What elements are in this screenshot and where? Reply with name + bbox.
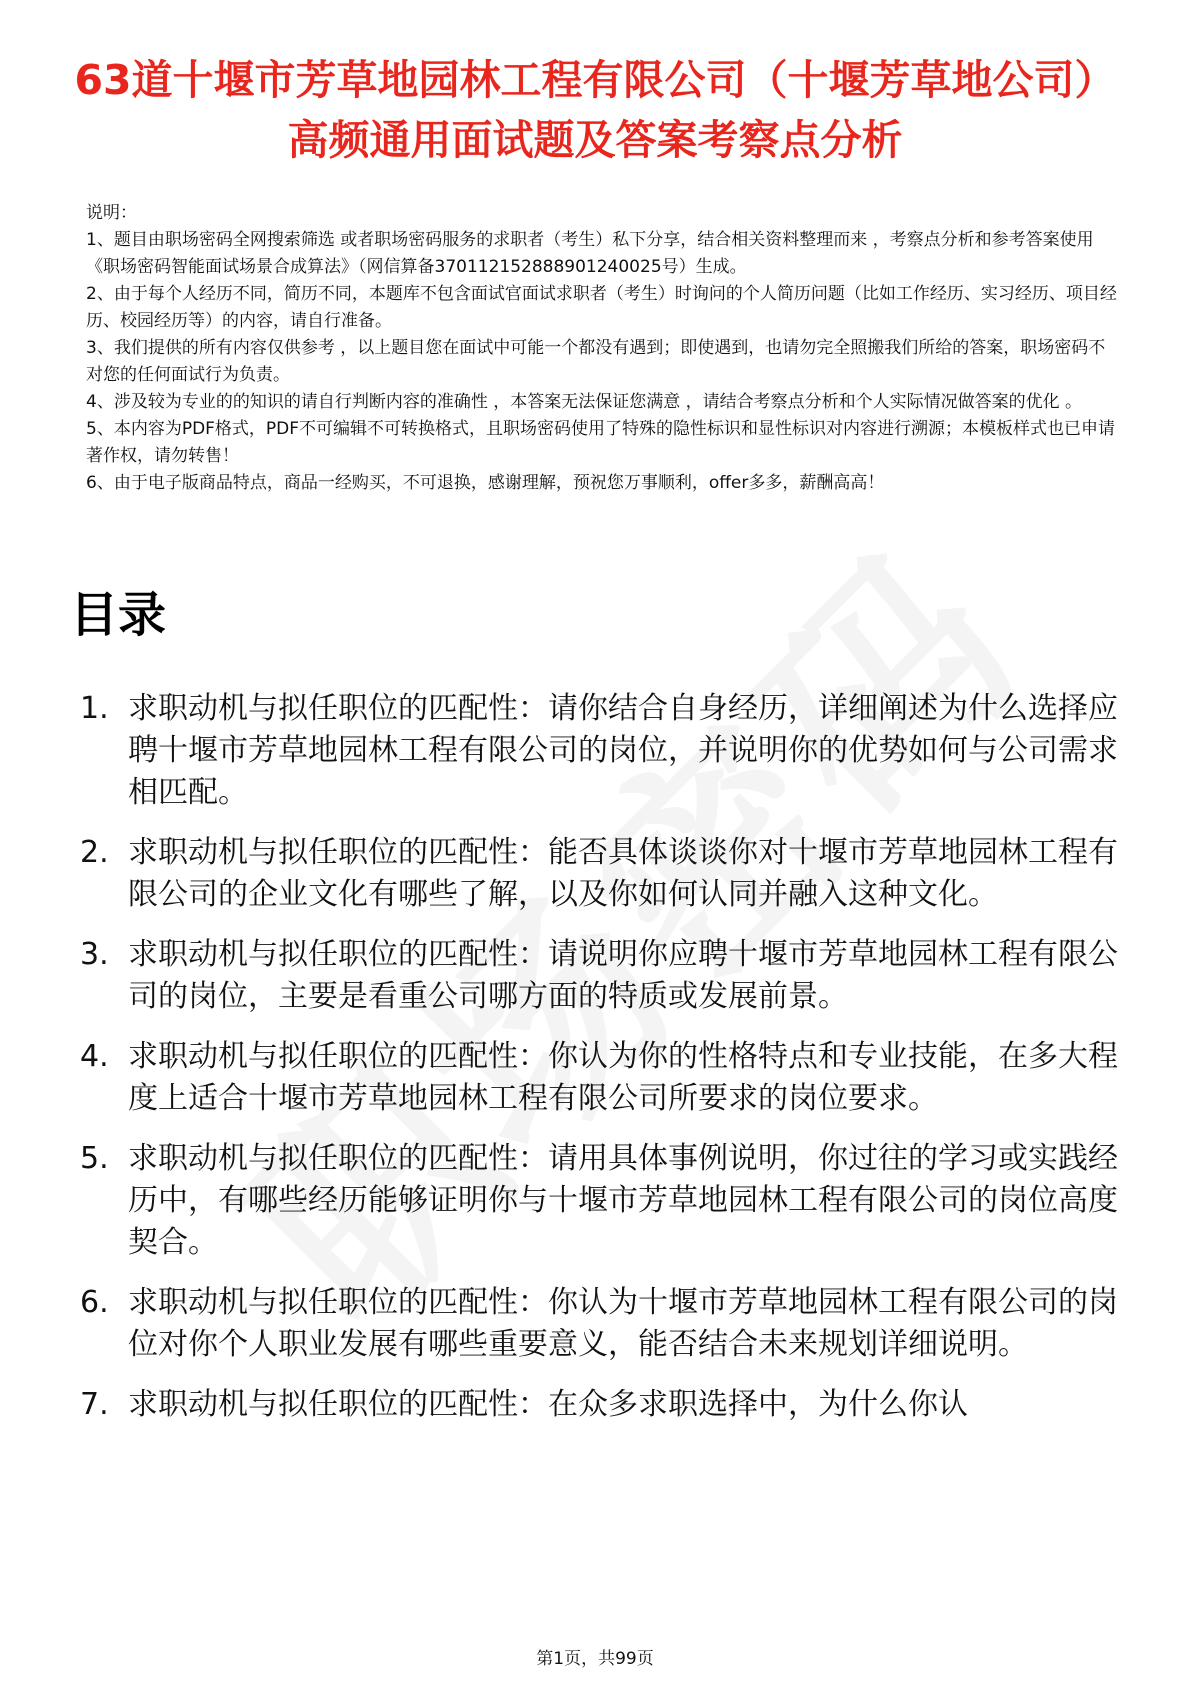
toc-item[interactable] bbox=[70, 1384, 1120, 1426]
toc-item-number: 6. bbox=[80, 1285, 109, 1320]
note-item: 5、本内容为PDF格式，PDF不可编辑不可转换格式，且职场密码使用了特殊的隐性标识和显性标识对内容进行溯源；本模板样式也已申请著作权，请勿转售！ bbox=[86, 419, 1116, 466]
toc-item[interactable] bbox=[70, 688, 1120, 814]
toc-item-text: 求职动机与拟任职位的匹配性：能否具体谈谈你对十堰市芳草地园林工程有限公司的企业文化有哪些了解，以及你如何认同并融入这种文化。 bbox=[128, 835, 1118, 912]
note-item: 3、我们提供的所有内容仅供参考 ，以上题目您在面试中可能一个都没有遇到；即使遇到，也请勿完全照搬我们所给的答案，职场密码不对您的任何面试行为负责。 bbox=[86, 338, 1106, 385]
toc-item-text: 求职动机与拟任职位的匹配性：请说明你应聘十堰市芳草地园林工程有限公司的岗位，主要是看重公司哪方面的特质或发展前景。 bbox=[128, 937, 1118, 1014]
toc-item-number: 5. bbox=[80, 1141, 109, 1176]
notes-heading: 说明： bbox=[86, 203, 137, 223]
toc-item[interactable] bbox=[70, 1282, 1120, 1366]
toc-heading: 目录 bbox=[70, 587, 167, 643]
note-item: 6、由于电子版商品特点，商品一经购买，不可退换，感谢理解，预祝您万事顺利，offer多多，薪酬高高！ bbox=[86, 473, 885, 493]
toc-item-number: 7. bbox=[80, 1387, 109, 1422]
note-item: 1、题目由职场密码全网搜索筛选 或者职场密码服务的求职者（考生）私下分享，结合相关资料整理而来 ，考察点分析和参考答案使用《职场密码智能面试场景合成算法》（网信算备370112152888901240025号）生成。 bbox=[86, 230, 1094, 277]
toc-item[interactable] bbox=[70, 934, 1120, 1018]
toc-item-text: 求职动机与拟任职位的匹配性：请你结合自身经历，详细阐述为什么选择应聘十堰市芳草地园林工程有限公司的岗位，并说明你的优势如何与公司需求相匹配。 bbox=[128, 691, 1118, 810]
toc-item[interactable] bbox=[70, 1138, 1120, 1264]
toc-item-text: 求职动机与拟任职位的匹配性：你认为十堰市芳草地园林工程有限公司的岗位对你个人职业发展有哪些重要意义，能否结合未来规划详细说明。 bbox=[128, 1285, 1118, 1362]
toc-item-number: 2. bbox=[80, 835, 109, 870]
toc-list bbox=[70, 688, 1120, 1444]
notes-section bbox=[86, 200, 1121, 497]
toc-item[interactable] bbox=[70, 832, 1120, 916]
toc-item-number: 4. bbox=[80, 1039, 109, 1074]
note-item: 2、由于每个人经历不同，简历不同，本题库不包含面试官面试求职者（考生）时询问的个人简历问题（比如工作经历、实习经历、项目经历、校园经历等）的内容，请自行准备。 bbox=[86, 284, 1117, 331]
toc-item-number: 1. bbox=[80, 691, 109, 726]
toc-item-number: 3. bbox=[80, 937, 109, 972]
toc-item[interactable] bbox=[70, 1036, 1120, 1120]
page-footer: 第1页，共99页 bbox=[536, 1649, 654, 1669]
toc-item-text: 求职动机与拟任职位的匹配性：在众多求职选择中，为什么你认 bbox=[128, 1387, 968, 1422]
document-title: 63道十堰市芳草地园林工程有限公司（十堰芳草地公司）高频通用面试题及答案考察点分析 bbox=[74, 56, 1116, 164]
toc-item-text: 求职动机与拟任职位的匹配性：你认为你的性格特点和专业技能，在多大程度上适合十堰市芳草地园林工程有限公司所要求的岗位要求。 bbox=[128, 1039, 1118, 1116]
note-item: 4、涉及较为专业的的知识的请自行判断内容的准确性 ，本答案无法保证您满意 ，请结合考察点分析和个人实际情况做答案的优化 。 bbox=[86, 392, 1083, 412]
toc-item-text: 求职动机与拟任职位的匹配性：请用具体事例说明，你过往的学习或实践经历中，有哪些经历能够证明你与十堰市芳草地园林工程有限公司的岗位高度契合。 bbox=[128, 1141, 1118, 1260]
